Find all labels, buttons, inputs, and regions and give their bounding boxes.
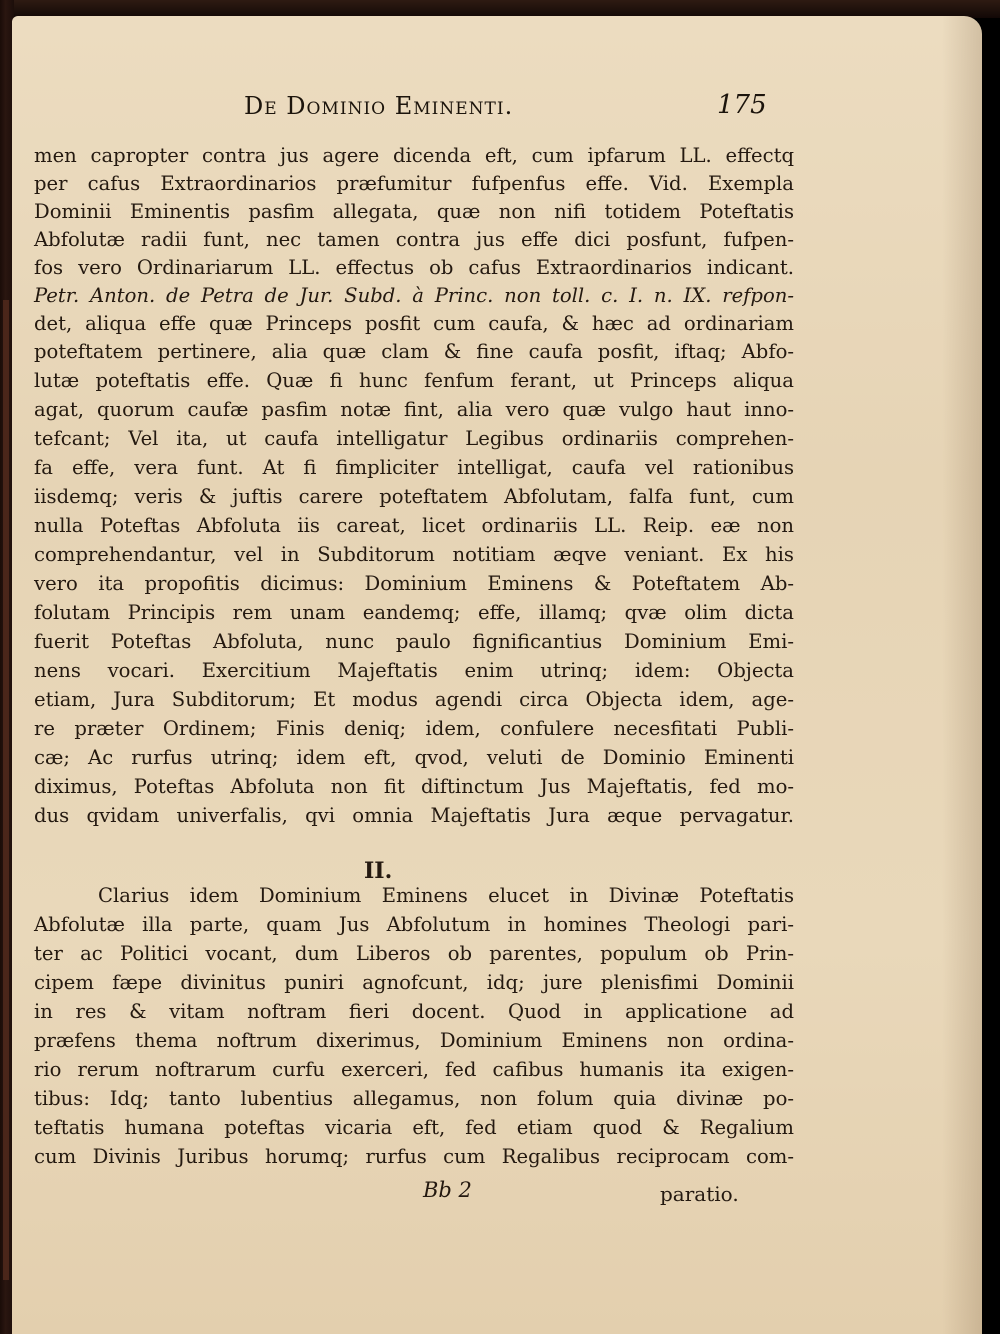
running-head [12, 92, 982, 132]
text-line: det, aliqua effe quæ Princeps posfit cum caufa, & hæc ad ordinariam [34, 312, 794, 335]
text-line: folutam Principis rem unam eandemq; effe, illamq; qvæ olim dicta [34, 601, 794, 624]
text-line: cum Divinis Juribus horumq; rurfus cum Regalibus reciprocam com- [34, 1145, 794, 1168]
text-line: cipem fæpe divinitus puniri agnofcunt, idq; jure plenisfimi Dominii [34, 971, 794, 994]
text-line: fos vero Ordinariarum LL. effectus ob cafus Extraordinarios indicant. [34, 256, 794, 279]
text-line: in res & vitam noftram fieri docent. Quod in applicatione ad [34, 1000, 794, 1023]
text-line: ter ac Politici vocant, dum Liberos ob parentes, populum ob Prin- [34, 942, 794, 965]
text-line: Dominii Eminentis pasfim allegata, quæ non nifi totidem Poteftatis [34, 200, 794, 223]
text-line: tibus: Idq; tanto lubentius allegamus, non folum quia divinæ po- [34, 1087, 794, 1110]
text-line: per cafus Extraordinarios præfumitur fufpenfus effe. Vid. Exempla [34, 172, 794, 195]
text-line: nens vocari. Exercitium Majeftatis enim utrinq; idem: Objecta [34, 659, 794, 682]
text-line: men capropter contra jus agere dicenda eft, cum ipfarum LL. effectq [34, 144, 794, 167]
text-line: iisdemq; veris & juftis carere poteftatem Abfolutam, falfa funt, cum [34, 485, 794, 508]
section-number: II. [364, 858, 393, 884]
text-line: dus qvidam univerfalis, qvi omnia Majeftatis Jura æque pervagatur. [34, 804, 794, 827]
text-line: re præter Ordinem; Finis deniq; idem, confulere necesfitati Publi- [34, 717, 794, 740]
page-footer [12, 1178, 982, 1208]
signature-mark: Bb 2 [423, 1178, 472, 1202]
text-line: comprehendantur, vel in Subditorum notitiam æqve veniant. Ex his [34, 543, 794, 566]
text-line: Clarius idem Dominium Eminens elucet in Divinæ Poteftatis [98, 884, 794, 907]
text-line: poteftatem pertinere, alia quæ clam & fine caufa posfit, iftaq; Abfo- [34, 340, 794, 363]
text-line: fuerit Poteftas Abfoluta, nunc paulo fignificantius Dominium Emi- [34, 630, 794, 653]
text-line: lutæ poteftatis effe. Quæ fi hunc fenfum ferant, ut Princeps aliqua [34, 369, 794, 392]
page-number: 175 [717, 90, 767, 120]
running-head-title: De Dominio Eminenti. [244, 92, 514, 120]
text-line: Abfolutæ illa parte, quam Jus Abfolutum in homines Theologi pari- [34, 913, 794, 936]
text-line: agat, quorum caufæ pasfim notæ fint, alia vero quæ vulgo haut inno- [34, 398, 794, 421]
text-line: etiam, Jura Subditorum; Et modus agendi circa Objecta idem, age- [34, 688, 794, 711]
text-line-citation: Petr. Anton. de Petra de Jur. Subd. à Princ. non toll. c. I. n. IX. refpon- [34, 284, 794, 307]
text-line: Abfolutæ radii funt, nec tamen contra jus effe dici posfunt, fufpen- [34, 228, 794, 251]
text-line: vero ita propofitis dicimus: Dominium Eminens & Poteftatem Ab- [34, 572, 794, 595]
text-line: diximus, Poteftas Abfoluta non fit diftinctum Jus Majeftatis, fed mo- [34, 775, 794, 798]
catchword: paratio. [660, 1182, 739, 1206]
text-line: tefcant; Vel ita, ut caufa intelligatur Legibus ordinariis comprehen- [34, 427, 794, 450]
book-page [12, 16, 982, 1334]
text-line: teftatis humana poteftas vicaria eft, fed etiam quod & Regalium [34, 1116, 794, 1139]
spine-binding [3, 300, 9, 1280]
text-line: nulla Poteftas Abfoluta iis careat, licet ordinariis LL. Reip. eæ non [34, 514, 794, 537]
text-line: fa effe, vera funt. At fi fimpliciter intelligat, caufa vel rationibus [34, 456, 794, 479]
text-line: rio rerum noftrarum curfu exerceri, fed cafibus humanis ita exigen- [34, 1058, 794, 1081]
text-line: cæ; Ac rurfus utrinq; idem eft, qvod, veluti de Dominio Eminenti [34, 746, 794, 769]
text-line: præfens thema noftrum dixerimus, Dominium Eminens non ordina- [34, 1029, 794, 1052]
